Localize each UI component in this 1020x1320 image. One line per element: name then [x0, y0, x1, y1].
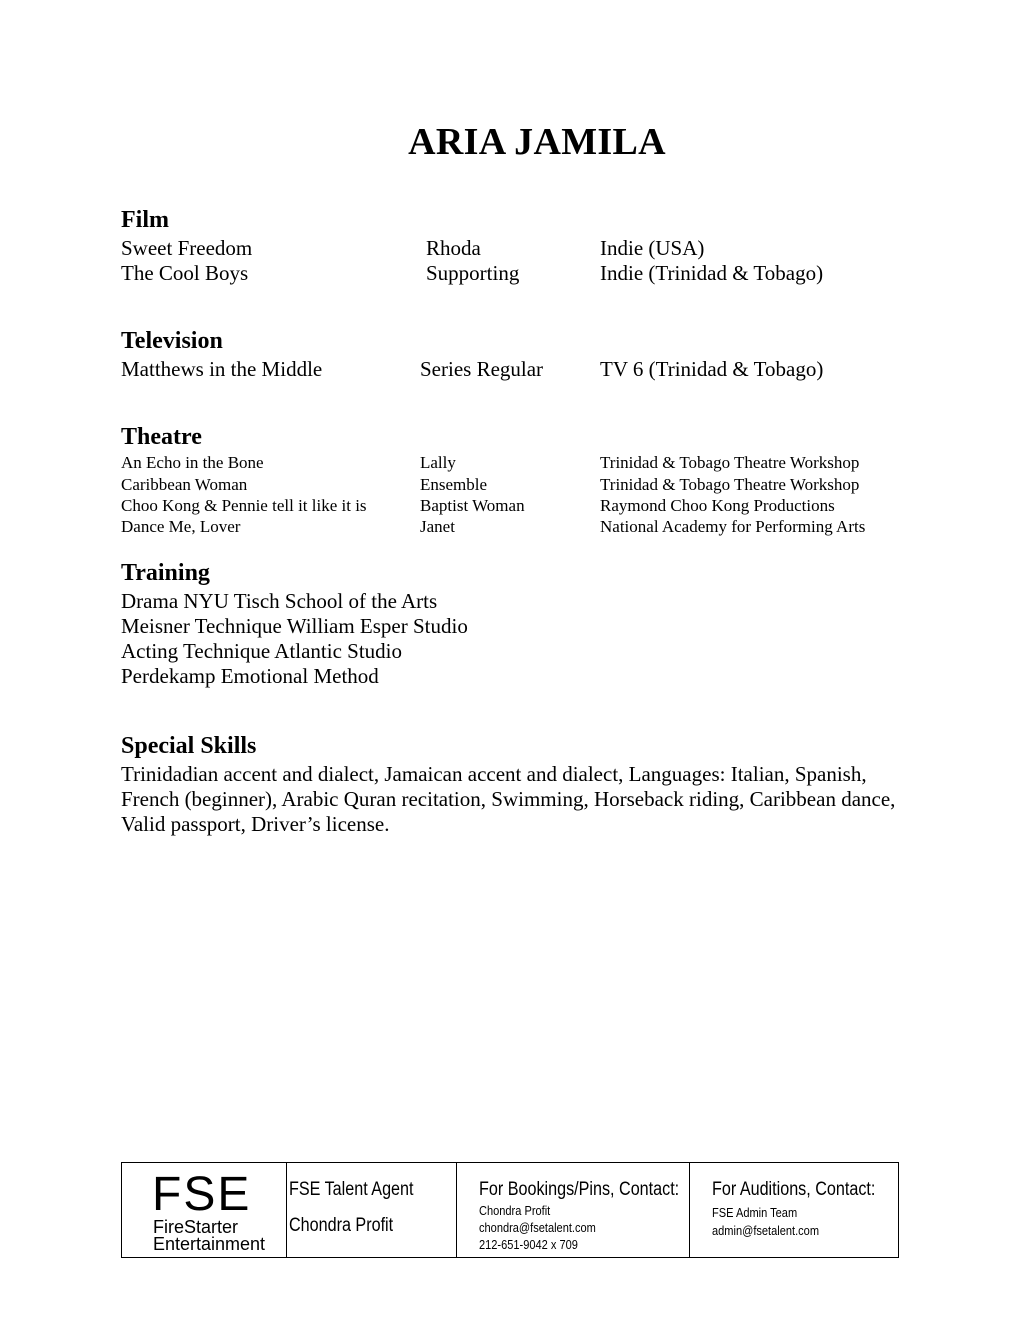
auditions-email: admin@fsetalent.com	[712, 1223, 820, 1238]
logo-line-2: Entertainment	[153, 1234, 266, 1254]
credit-title: Choo Kong & Pennie tell it like it is	[121, 496, 367, 515]
agent-label: FSE Talent Agent	[289, 1179, 414, 1200]
credit-role: Baptist Woman	[420, 496, 525, 515]
bookings-email: chondra@fsetalent.com	[479, 1220, 596, 1235]
section-heading-training: Training	[121, 560, 210, 586]
credit-role: Janet	[420, 517, 455, 536]
credit-title: Caribbean Woman	[121, 475, 248, 494]
credit-role: Lally	[420, 453, 456, 472]
credit-title: Sweet Freedom	[121, 236, 253, 260]
resume-name: ARIA JAMILA	[408, 121, 666, 163]
credit-company: Raymond Choo Kong Productions	[600, 496, 835, 515]
training-item: Meisner Technique William Esper Studio	[121, 614, 468, 638]
bookings-heading: For Bookings/Pins, Contact:	[479, 1179, 680, 1200]
agent-cell	[286, 1163, 456, 1257]
bookings-name: Chondra Profit	[479, 1203, 551, 1218]
auditions-name: FSE Admin Team	[712, 1205, 798, 1220]
agency-footer	[121, 1162, 899, 1258]
training-item: Perdekamp Emotional Method	[121, 664, 379, 688]
bookings-cell	[456, 1163, 689, 1257]
auditions-heading: For Auditions, Contact:	[712, 1179, 876, 1200]
section-heading-theatre: Theatre	[121, 424, 202, 450]
credit-company: Trinidad & Tobago Theatre Workshop	[600, 453, 860, 472]
credit-title: Dance Me, Lover	[121, 517, 241, 536]
credit-row	[0, 261, 1020, 287]
logo-line-1: FireStarter	[153, 1217, 239, 1237]
credit-company: National Academy for Performing Arts	[600, 517, 866, 536]
credit-row	[0, 517, 1020, 543]
special-skills-text: Trinidadian accent and dialect, Jamaican accent and dialect, Languages: Italian, Spanish, French (beginner), Arabic Quran recitation, Swimming, Horseback riding, Caribbean dance, Valid passport, Driver’s license.	[121, 762, 896, 836]
training-item: Acting Technique Atlantic Studio	[121, 639, 403, 663]
credit-company: Trinidad & Tobago Theatre Workshop	[600, 475, 860, 494]
credit-title: Matthews in the Middle	[121, 357, 323, 381]
credit-company: Indie (Trinidad & Tobago)	[600, 261, 824, 285]
credit-company: TV 6 (Trinidad & Tobago)	[600, 357, 824, 381]
credit-role: Series Regular	[420, 357, 544, 381]
training-item: Drama NYU Tisch School of the Arts	[121, 589, 438, 613]
section-heading-film: Film	[121, 207, 169, 233]
credit-title: An Echo in the Bone	[121, 453, 264, 472]
credit-role: Ensemble	[420, 475, 488, 494]
credit-row	[0, 357, 1020, 383]
bookings-phone: 212-651-9042 x 709	[479, 1237, 578, 1252]
agent-name: Chondra Profit	[289, 1215, 394, 1236]
credit-company: Indie (USA)	[600, 236, 705, 260]
logo-fse: FSE	[152, 1168, 252, 1221]
section-heading-television: Television	[121, 328, 223, 354]
credit-row	[0, 236, 1020, 262]
credit-role: Supporting	[426, 261, 520, 285]
section-heading-special-skills: Special Skills	[121, 733, 257, 759]
credit-role: Rhoda	[426, 236, 481, 260]
agency-logo	[122, 1163, 286, 1257]
auditions-cell	[689, 1163, 897, 1257]
credit-title: The Cool Boys	[121, 261, 249, 285]
